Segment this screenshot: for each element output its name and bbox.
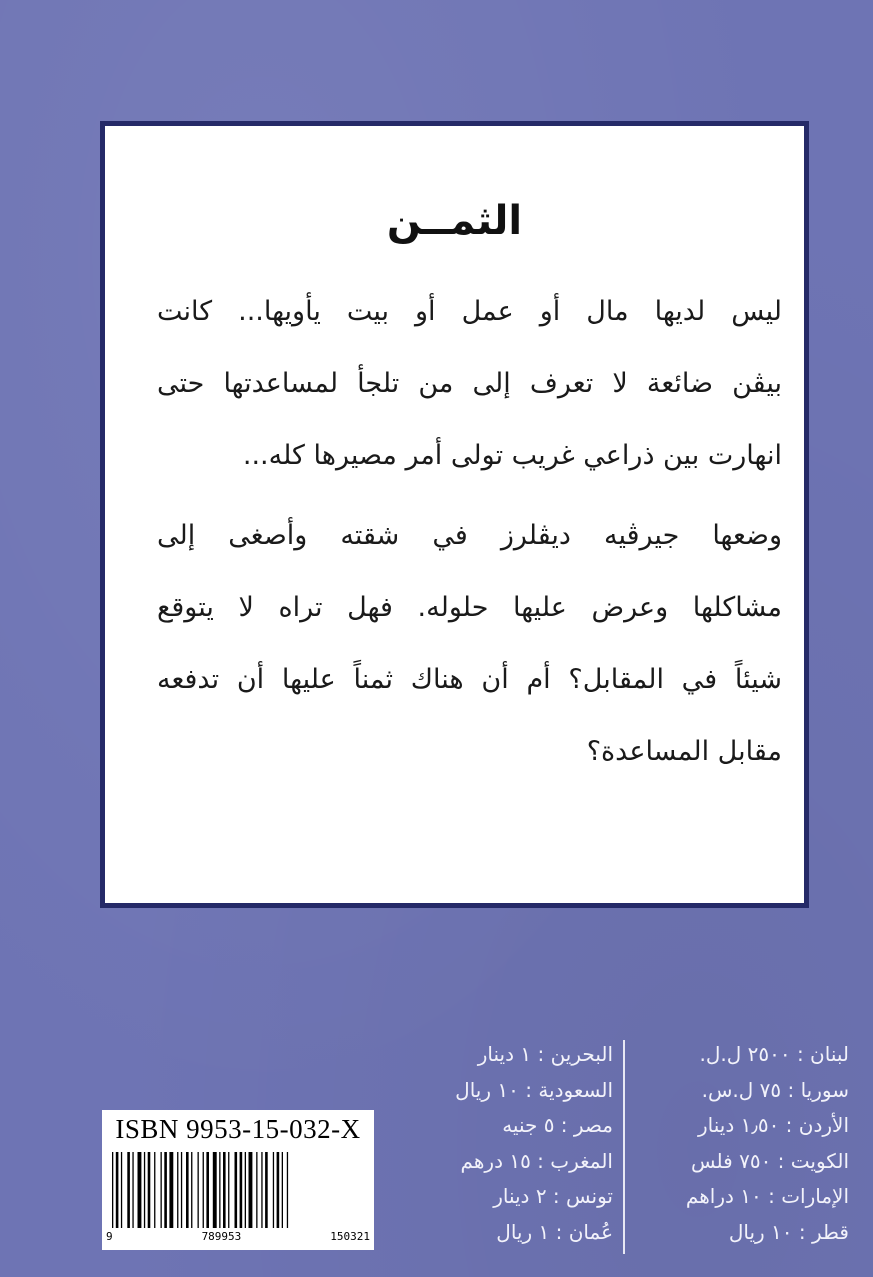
barcode-bar (144, 1152, 145, 1228)
barcode-bar (177, 1152, 178, 1228)
price-item: المغرب : ١٥ درهم (460, 1148, 613, 1173)
price-list-right (609, 1037, 849, 1250)
barcode-bar (277, 1152, 280, 1228)
price-item: سوريا : ٧٥ ل.س. (701, 1077, 849, 1102)
barcode-bar (154, 1152, 155, 1228)
barcode-bar (203, 1152, 204, 1228)
blurb-line: انهارت بين ذراعي غريب تولى أمر مصيرها كله... (242, 440, 782, 471)
isbn-barcode-box (102, 1110, 374, 1250)
blurb-line: وضعها جيرڤيه ديڤلرز في شقته وأصغى إلى (157, 520, 782, 551)
barcode-bar (181, 1152, 182, 1228)
barcode-bar (282, 1152, 283, 1228)
price-item: البحرين : ١ دينار (477, 1042, 613, 1066)
barcode-bar (228, 1152, 229, 1228)
barcode-bar (287, 1152, 288, 1228)
barcode-bar (169, 1152, 173, 1228)
barcode-bar (219, 1152, 220, 1228)
barcode-bar (249, 1152, 253, 1228)
blurb-line: بيڤن ضائعة لا تعرف إلى من تلجأ لمساعدتها حتى (157, 368, 782, 399)
blurb-panel (100, 121, 809, 908)
barcode-bar (245, 1152, 246, 1228)
barcode-bar (112, 1152, 113, 1228)
book-title: الثمــن (386, 198, 523, 244)
barcode-bar (161, 1152, 162, 1228)
price-item: عُمان : ١ ريال (496, 1219, 613, 1244)
barcode-bar (191, 1152, 192, 1228)
price-item: مصر : ٥ جنيه (502, 1113, 613, 1137)
barcode-bar (164, 1152, 167, 1228)
price-item: لبنان : ٢٥٠٠ ل.ل. (699, 1042, 849, 1066)
barcode (110, 1152, 366, 1232)
price-item: قطر : ١٠ ريال (728, 1219, 849, 1244)
barcode-bar (198, 1152, 199, 1228)
barcode-bar (240, 1152, 243, 1228)
barcode-bar (186, 1152, 189, 1228)
barcode-digits (106, 1230, 370, 1243)
barcode-bar (223, 1152, 226, 1228)
isbn-label: ISBN 9953-15-032-X (115, 1114, 361, 1144)
blurb-line: مشاكلها وعرض عليها حلوله. فهل تراه لا يتوقع (157, 592, 782, 623)
price-item: الإمارات : ١٠ دراهم (685, 1184, 849, 1208)
price-list-left (385, 1037, 613, 1250)
price-item: تونس : ٢ دينار (493, 1184, 613, 1208)
barcode-bar (256, 1152, 257, 1228)
barcode-bar (116, 1152, 119, 1228)
blurb-line: ليس لديها مال أو عمل أو بيت يأويها... كانت (157, 296, 782, 327)
barcode-bar (213, 1152, 217, 1228)
blurb-line: شيئاً في المقابل؟ أم أن هناك ثمناً عليها أن تدفعه (157, 664, 782, 695)
barcode-bar (127, 1152, 130, 1228)
blurb-text (157, 276, 782, 788)
barcode-bar (265, 1152, 268, 1228)
barcode-bar (261, 1152, 262, 1228)
blurb-line: مقابل المساعدة؟ (586, 736, 782, 767)
barcode-digit-group: 9 (106, 1230, 113, 1243)
price-item: الكويت : ٧٥٠ فلس (691, 1148, 849, 1173)
barcode-bar (235, 1152, 238, 1228)
price-item: الأردن : ١٫٥٠ دينار (697, 1113, 849, 1137)
barcode-digit-group: 150321 (330, 1230, 370, 1243)
barcode-bar (273, 1152, 274, 1228)
price-item: السعودية : ١٠ ريال (455, 1077, 613, 1102)
barcode-bar (132, 1152, 133, 1228)
barcode-bar (138, 1152, 142, 1228)
barcode-bar (121, 1152, 122, 1228)
price-divider (623, 1040, 625, 1254)
barcode-bar (206, 1152, 209, 1228)
barcode-bar (148, 1152, 151, 1228)
barcode-digit-group: 789953 (201, 1230, 242, 1243)
